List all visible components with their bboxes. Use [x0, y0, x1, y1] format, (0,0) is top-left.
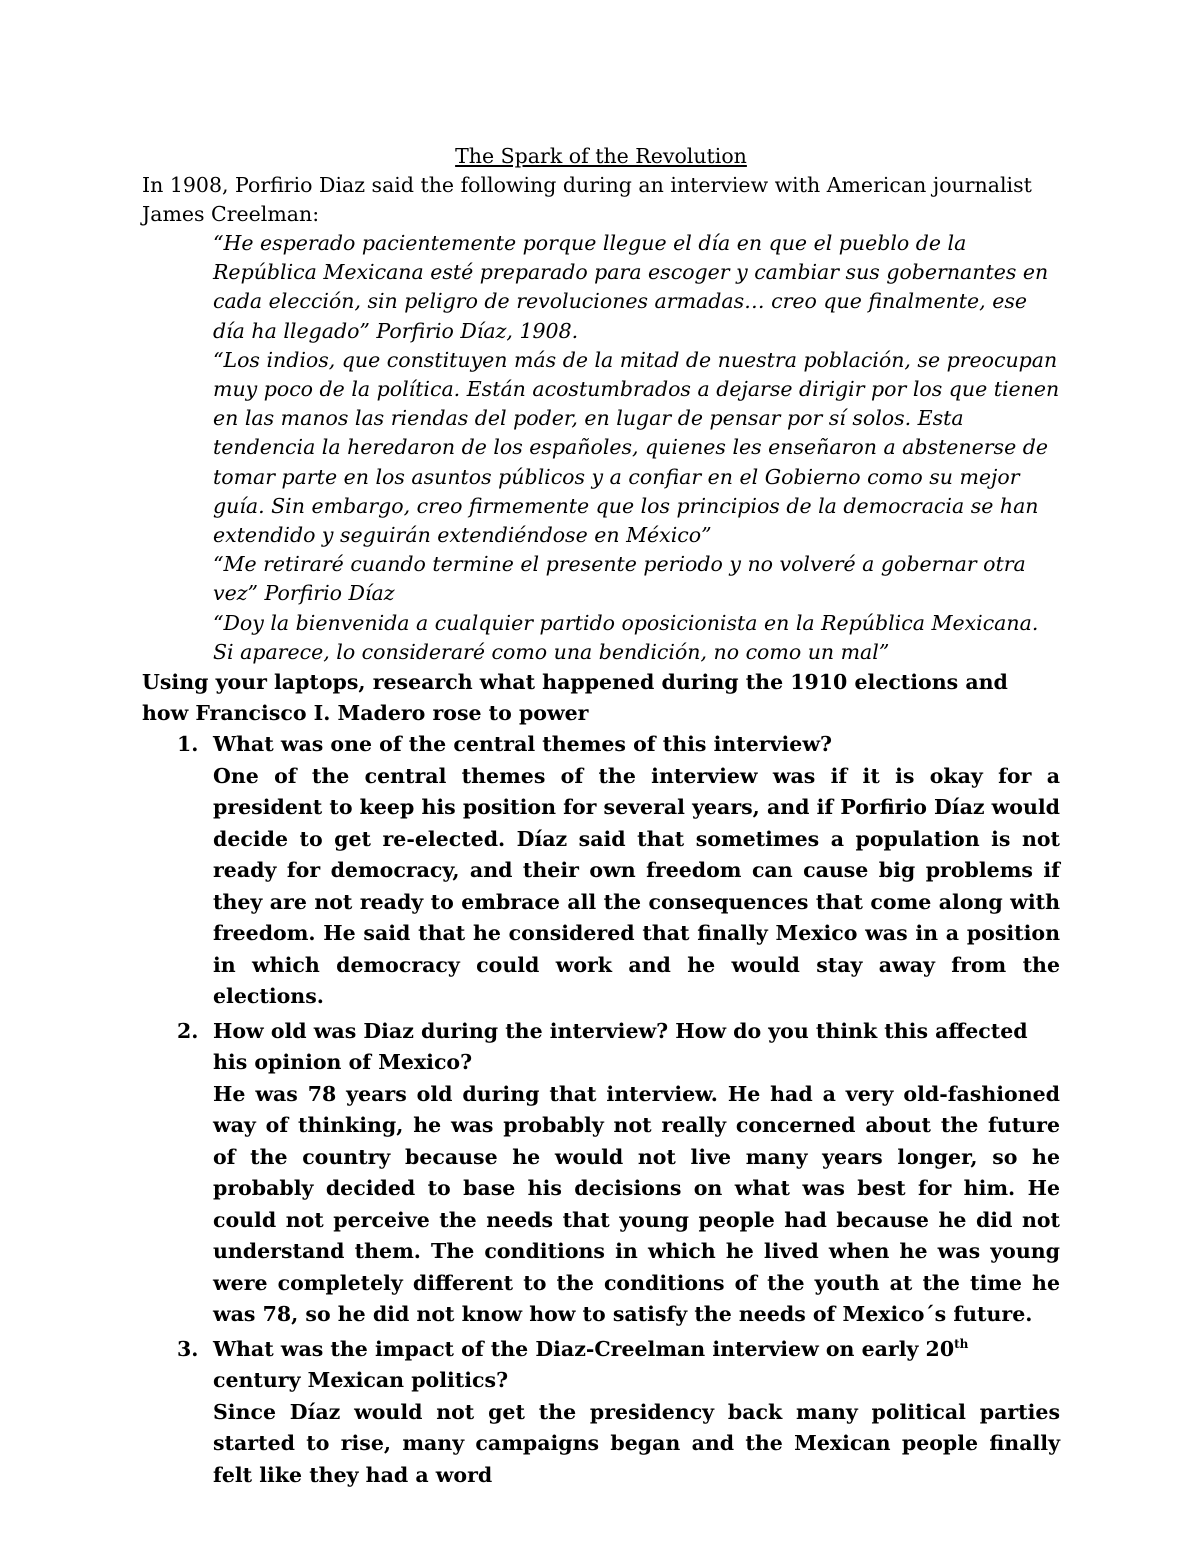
intro-paragraph: In 1908, Porfirio Diaz said the following during an interview with American journalist James Creelman:	[142, 173, 1032, 226]
task-instruction: Using your laptops, research what happened during the 1910 elections and how Francisco I. Madero rose to power	[142, 670, 1008, 726]
answer-text: One of the central themes of the interview was if it is okay for a president to keep his position for several years, and if Porfirio Díaz would decide to get re-elected. Díaz said that sometimes a population is not ready for democracy, and their own freedom can cause big problems if they are not ready to embrace all the consequences that come along with freedom. He said that he considered that finally Mexico was in a position in which democracy could work and he would stay away from the elections.	[213, 763, 1060, 1009]
list-item	[177, 1016, 1060, 1331]
answer-text: He was 78 years old during that interview. He had a very old-fashioned way of thinking, he was probably not really concerned about the future of the country because he would not live many years longer, so he probably decided to base his decisions on what was best for him. He could not perceive the needs that young people had because he did not understand them. The conditions in which he lived when he was young were completely different to the conditions of the youth at the time he was 78, so he did not know how to satisfy the needs of Mexico´s future.	[213, 1081, 1060, 1327]
question-text: How old was Diaz during the interview? How do you think this affected his opinion of Mexico?	[213, 1018, 1028, 1075]
question-number: 1.	[177, 732, 199, 757]
list-item	[177, 1334, 1060, 1492]
document-title: The Spark of the Revolution	[455, 144, 747, 168]
document-page	[142, 142, 1060, 1491]
list-item	[177, 729, 1060, 1013]
answer-text: Since Díaz would not get the presidency back many political parties started to rise, many campaigns began and the Mexican people finally felt like they had a word	[213, 1399, 1060, 1487]
quote-4: “Doy la bienvenida a cualquier partido oposicionista en la República Mexicana. Si aparece, lo consideraré como una bendición, no como un mal”	[213, 610, 1039, 664]
question-list	[142, 729, 1060, 1491]
quotes-block	[213, 229, 1060, 667]
quote-3: “Me retiraré cuando termine el presente periodo y no volveré a gobernar otra vez” Porfirio Díaz	[213, 552, 1026, 606]
question-number: 2.	[177, 1018, 199, 1043]
quote-1: “He esperado pacientemente porque llegue el día en que el pueblo de la República Mexicana esté preparado para escoger y cambiar sus gobernantes en cada elección, sin peligro de revoluciones armadas… creo que finalmente, ese día ha llegado” Porfirio Díaz, 1908.	[213, 231, 1049, 343]
question-text-start: What was the impact of the Diaz-Creelman interview on early 20	[213, 1336, 955, 1361]
question-text: What was one of the central themes of this interview?	[213, 732, 832, 757]
question-text	[213, 1334, 1060, 1397]
question-text-end: century Mexican politics?	[213, 1368, 509, 1393]
question-number: 3.	[177, 1336, 199, 1361]
quote-2: “Los indios, que constituyen más de la mitad de nuestra población, se preocupan muy poco de la política. Están acostumbrados a dejarse dirigir por los que tienen en las manos las riendas del poder, en lugar de pensar por sí solos. Esta tendencia la heredaron de los españoles, quienes les enseñaron a abstenerse de tomar parte en los asuntos públicos y a confiar en el Gobierno como su mejor guía. Sin embargo, creo firmemente que los principios de la democracia se han extendido y seguirán extendiéndose en México”	[213, 347, 1060, 548]
ordinal-superscript: th	[954, 1336, 969, 1351]
